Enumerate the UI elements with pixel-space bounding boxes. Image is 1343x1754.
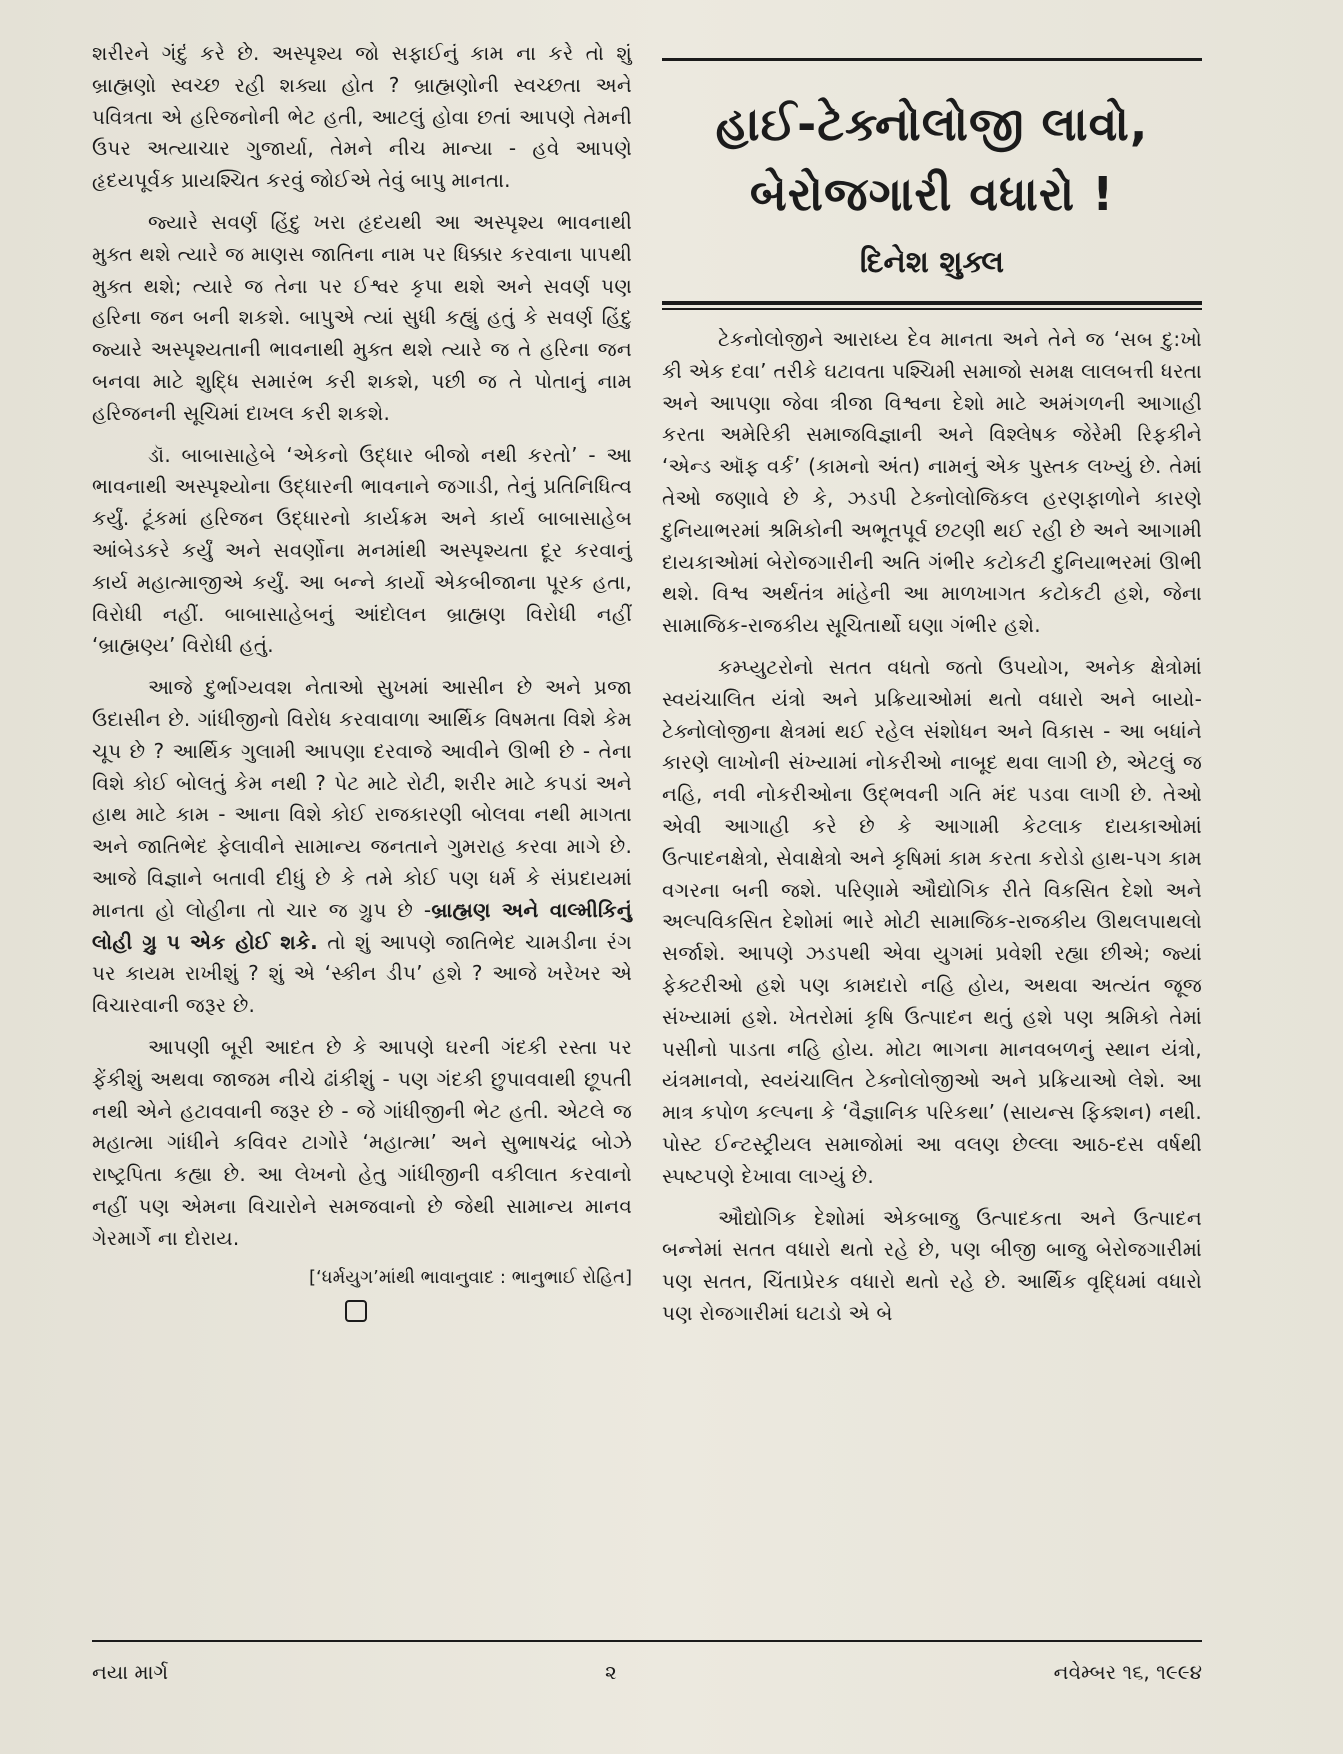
headline-top-rule xyxy=(662,58,1202,61)
left-paragraph-1: શરીરને ગંદું કરે છે. અસ્પૃશ્ય જો સફાઈનું કામ ના કરે તો શું બ્રાહ્મણો સ્વચ્છ રહી શક્યા હોત ? બ્રાહ્મણોની સ્વચ્છતા અને પવિત્રતા એ હરિજનોની ભેટ હતી, આટલું હોવા છતાં આપણે તેમની ઉપર અત્યાચાર ગુજાર્યા, તેમને નીચ માન્યા - હવે આપણે હૃદયપૂર્વક પ્રાયશ્ચિત કરવું જોઈએ તેવું બાપુ માનતા. xyxy=(92,41,632,193)
left-paragraph-2: જ્યારે સવર્ણ હિંદુ ખરા હૃદયથી આ અસ્પૃશ્ય ભાવનાથી મુક્ત થશે ત્યારે જ માણસ જાતિના નામ પર ધિક્કાર કરવાના પાપથી મુક્ત થશે; ત્યારે જ તેના પર ઈશ્વર કૃપા થશે અને સવર્ણ પણ હરિના જન બની શકશે. બાપુએ ત્યાં સુધી કહ્યું હતું કે સવર્ણ હિંદુ જ્યારે અસ્પૃશ્યતાની ભાવનાથી મુક્ત થશે ત્યારે જ તે હરિના જન બનવા માટે શુદ્ધિ સમારંભ કરી શકશે, પછી જ તે પોતાનું નામ હરિજનની સૂચિમાં દાખલ કરી શકશે. xyxy=(92,209,632,425)
translation-credit: [‘ધર્મયુગ’માંથી ભાવાનુવાદ : ભાનુભાઈ રોહિત] xyxy=(309,1267,632,1289)
left-paragraph-4 xyxy=(92,672,632,1022)
bold-phrase: બ્રાહ્મણ અને વાલ્મીકિનું લોહી ગ્રુ પ એક હોઈ શકે. xyxy=(92,897,633,954)
headline-line-2: બેરોજગારી વધારો ! xyxy=(749,167,1115,221)
left-paragraph-4-tail: તો શું આપણે જાતિભેદ ચામડીના રંગ પર કાયમ રાખીશું ? શું એ ‘સ્કીન ડીપ’ હશે ? આજે ખરેખર એ વિચારવાની જરૂર છે. xyxy=(92,929,632,1018)
page-footer xyxy=(92,1640,1202,1684)
headline-bottom-rule xyxy=(662,301,1202,310)
end-of-article-mark xyxy=(345,1300,367,1322)
left-paragraph-3: ડૉ. બાબાસાહેબે ‘એકનો ઉદ્ધાર બીજો નથી કરતો’ - આ ભાવનાથી અસ્પૃશ્યોના ઉદ્ધારની ભાવનાને જગાડી, તેનું પ્રતિનિધિત્વ કર્યું. ટૂંકમાં હરિજન ઉદ્ધારનો કાર્યક્રમ અને કાર્ય બાબાસાહેબ આંબેડકરે કર્યું અને સવર્ણોના મનમાંથી અસ્પૃશ્યતા દૂર કરવાનું કાર્ય મહાત્માજીએ કર્યું. આ બન્ને કાર્યો એકબીજાના પૂરક હતા, વિરોધી નહીં. બાબાસાહેબનું આંદોલન બ્રાહ્મણ વિરોધી નહીં ‘બ્રાહ્મણ્ય’ વિરોધી હતું. xyxy=(92,442,632,658)
left-paragraph-4-text: આજે દુર્ભાગ્યવશ નેતાઓ સુખમાં આસીન છે અને પ્રજા ઉદાસીન છે. ગાંધીજીનો વિરોધ કરવાવાળા આર્થિક વિષમતા વિશે કેમ ચૂપ છે ? આર્થિક ગુલામી આપણા દરવાજે આવીને ઊભી છે - તેના વિશે કોઈ બોલતું કેમ નથી ? પેટ માટે રોટી, શરીર માટે કપડાં અને હાથ માટે કામ - આના વિશે કોઈ રાજકારણી બોલવા નથી માગતા અને જાતિભેદ ફેલાવીને સામાન્ય જનતાને ગુમરાહ કરવા માગે છે. આજે વિજ્ઞાને બતાવી દીધું છે કે તમે કોઈ પણ ધર્મ કે સંપ્રદાયમાં માનતા હો લોહીના તો ચાર જ ગ્રુપ છે - xyxy=(92,675,632,922)
publication-name: નયા માર્ગ xyxy=(92,1660,169,1684)
author-byline: દિનેશ શુક્લ xyxy=(859,245,1005,280)
left-paragraph-5: આપણી બૂરી આદત છે કે આપણે ઘરની ગંદકી રસ્તા પર ફેંકીશું અથવા જાજમ નીચે ઢાંકીશું - પણ ગંદકી છુપાવવાથી છૂપતી નથી એને હટાવવાની જરૂર છે - જે ગાંધીજીની ભેટ હતી. એટલે જ મહાત્મા ગાંધીને કવિવર ટાગોરે ‘મહાત્મા’ અને સુભાષચંદ્ર બોઝે રાષ્ટ્રપિતા કહ્યા છે. આ લેખનો હેતુ ગાંધીજીની વકીલાત કરવાનો નહીં પણ એમના વિચારોને સમજવાનો છે જેથી સામાન્ય માનવ ગેરમાર્ગે ના દોરાય. xyxy=(92,1034,632,1250)
headline-line-1: હાઈ-ટેક્નોલોજી લાવો, xyxy=(715,97,1149,151)
right-column xyxy=(662,58,1202,1340)
article-paragraph-1: ટેકનોલોજીને આરાધ્ય દેવ માનતા અને તેને જ ‘સબ દુ:ખો કી એક દવા’ તરીકે ઘટાવતા પશ્ચિમી સમાજો સમક્ષ લાલબત્તી ધરતા અને આપણા જેવા ત્રીજા વિશ્વના દેશો માટે અમંગળની આગાહી કરતા અમેરિકી સમાજવિજ્ઞાની અને વિશ્લેષક જેરેમી રિફકીને ‘એન્ડ ઑફ વર્ક’ (કામનો અંત) નામનું એક પુસ્તક લખ્યું છે. તેમાં તેઓ જણાવે છે કે, ઝડપી ટેક્નોલોજિકલ હરણફાળોને કારણે દુનિયાભરમાં શ્રમિકોની અભૂતપૂર્વ છટણી થઈ રહી છે અને આગામી દાયકાઓમાં બેરોજગારીની અતિ ગંભીર કટોકટી દુનિયાભરમાં ઊભી થશે. વિશ્વ અર્થતંત્ર માંહેની આ માળખાગત કટોકટી હશે, જેના સામાજિક-રાજકીય સૂચિતાર્થો ઘણા ગંભીર હશે. xyxy=(662,327,1202,638)
issue-date: નવેમ્બર ૧૬, ૧૯૯૪ xyxy=(1053,1660,1202,1684)
article-paragraph-3: ઔદ્યોગિક દેશોમાં એકબાજુ ઉત્પાદકતા અને ઉત્પાદન બન્નેમાં સતત વધારો થતો રહે છે, પણ બીજી બાજુ બેરોજગારીમાં પણ સતત, ચિંતાપ્રેરક વધારો થતો રહે છે. આર્થિક વૃદ્ધિમાં વધારો પણ રોજગારીમાં ઘટાડો એ બે xyxy=(662,1205,1202,1325)
article-paragraph-2: કમ્પ્યુટરોનો સતત વધતો જતો ઉપયોગ, અનેક ક્ષેત્રોમાં સ્વયંચાલિત યંત્રો અને પ્રક્રિયાઓમાં થતો વધારો અને બાયો-ટેક્નોલોજીના ક્ષેત્રમાં થઈ રહેલ સંશોધન અને વિકાસ - આ બધાંને કારણે લાખોની સંખ્યામાં નોકરીઓ નાબૂદ થવા લાગી છે, એટલું જ નહિ, નવી નોકરીઓના ઉદ્ભવની ગતિ મંદ પડવા લાગી છે. તેઓ એવી આગાહી કરે છે કે આગામી કેટલાક દાયકાઓમાં ઉત્પાદનક્ષેત્રો, સેવાક્ષેત્રો અને કૃષિમાં કામ કરતા કરોડો હાથ-પગ કામ વગરના બની જશે. પરિણામે ઔદ્યોગિક રીતે વિકસિત દેશો અને અલ્પવિકસિત દેશોમાં ભારે મોટી સામાજિક-રાજકીય ઊથલપાથલો સર્જાશે. આપણે ઝડપથી એવા યુગમાં પ્રવેશી રહ્યા છીએ; જ્યાં ફેક્ટરીઓ હશે પણ કામદારો નહિ હોય, અથવા અત્યંત જૂજ સંખ્યામાં હશે. ખેતરોમાં કૃષિ ઉત્પાદન થતું હશે પણ શ્રમિકો તેમાં પસીનો પાડતા નહિ હોય. મોટા ભાગના માનવબળનું સ્થાન યંત્રો, યંત્રમાનવો, સ્વયંચાલિત ટેક્નોલોજીઓ અને પ્રક્રિયાઓ લેશે. આ માત્ર કપોળ કલ્પના કે ‘વૈજ્ઞાનિક પરિકથા’ (સાયન્સ ફિક્શન) નથી. પોસ્ટ ઈન્ટસ્ટ્રીયલ સમાજોમાં આ વલણ છેલ્લા આઠ-દસ વર્ષથી સ્પષ્ટપણે દેખાવા લાગ્યું છે. xyxy=(662,654,1202,1188)
page-number: ૨ xyxy=(605,1660,617,1684)
left-column xyxy=(92,38,632,1322)
